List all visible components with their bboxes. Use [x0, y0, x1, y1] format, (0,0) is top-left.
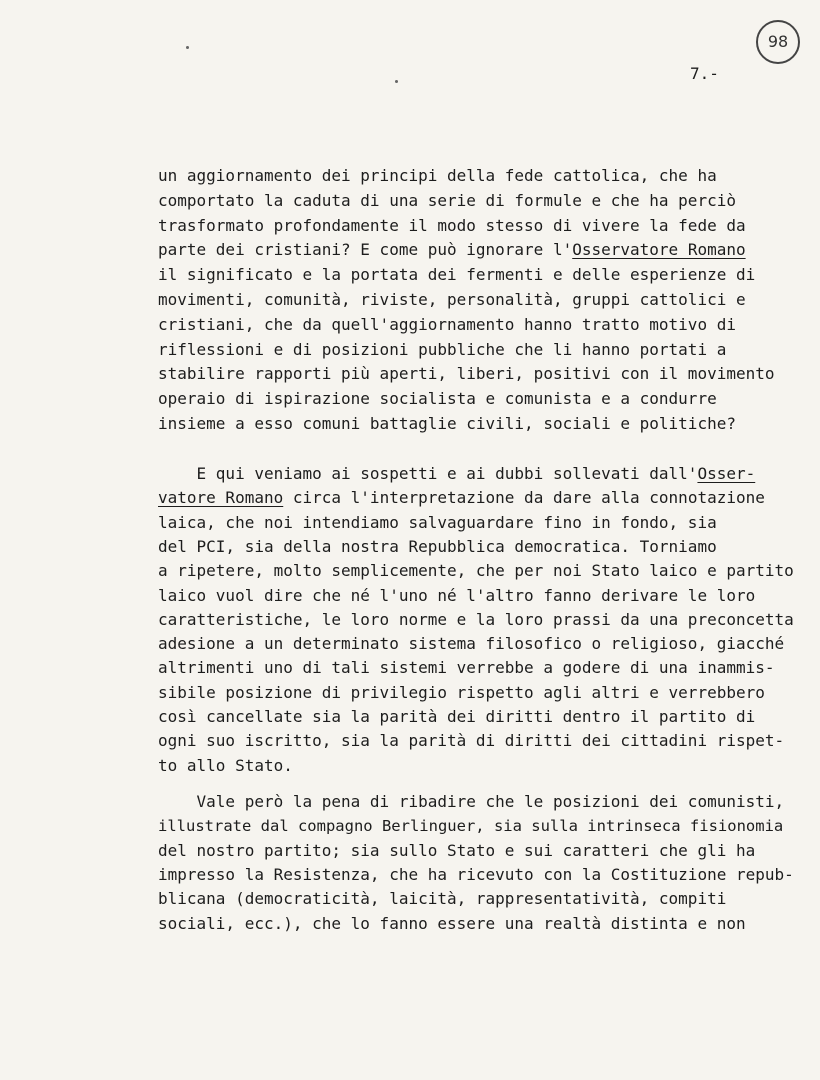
archive-stamp: 98 — [756, 20, 800, 64]
text-segment: sociali, ecc.), che lo fanno essere una realtà distinta e non — [158, 913, 746, 933]
underlined-title: vatore Romano — [158, 488, 284, 508]
text-line — [158, 792, 784, 812]
scan-speck — [395, 80, 398, 83]
text-line — [158, 816, 783, 836]
text-line — [158, 191, 736, 211]
text-line — [158, 889, 726, 909]
text-segment: parte dei cristiani? E come può ignorare l' — [158, 240, 573, 260]
text-segment: così cancellate sia la parità dei diritti dentro il partito di — [158, 707, 756, 726]
text-segment: adesione a un determinato sistema filosofico o religioso, giacché — [158, 634, 785, 654]
text-segment: cristiani, che da quell'aggiornamento hanno tratto motivo di — [158, 314, 736, 334]
text-segment: insieme a esso comuni battaglie civili, sociali e politiche? — [158, 414, 736, 433]
page-number: 7.- — [690, 64, 719, 83]
text-segment: impresso la Resistenza, che ha ricevuto con la Costituzione repub- — [158, 864, 794, 884]
text-line — [158, 561, 794, 581]
text-line — [158, 488, 765, 508]
text-line — [158, 537, 717, 557]
text-segment: illustrate dal compagno Berlinguer, sia sulla intrinseca fisionomia — [158, 817, 784, 836]
text-line — [158, 290, 746, 310]
text-line — [158, 166, 717, 186]
text-segment: trasformato profondamente il modo stesso di vivere la fede da — [158, 215, 746, 235]
text-segment: stabilire rapporti più aperti, liberi, positivi con il movimento — [158, 364, 775, 384]
text-segment: Vale però la pena di ribadire che le posizioni dei comunisti, — [158, 792, 785, 811]
text-segment: operaio di ispirazione socialista e comunista e a condurre — [158, 389, 717, 409]
text-line — [158, 464, 755, 484]
text-line — [158, 315, 736, 335]
text-line — [158, 364, 775, 384]
text-line — [158, 914, 746, 934]
text-line — [158, 658, 775, 678]
text-line — [158, 216, 746, 236]
text-line — [158, 240, 746, 260]
text-segment: caratteristiche, le loro norme e la loro prassi da una preconcetta — [158, 609, 794, 629]
text-segment: E qui veniamo ai sospetti e ai dubbi sollevati dall' — [158, 464, 698, 483]
text-line — [158, 865, 794, 885]
text-line — [158, 610, 794, 630]
text-segment: movimenti, comunità, riviste, personalità, gruppi cattolici e — [158, 290, 746, 309]
text-segment: laico vuol dire che né l'uno né l'altro fanno derivare le loro — [158, 585, 756, 605]
text-segment: del PCI, sia della nostra Repubblica democratica. Torniamo — [158, 536, 717, 556]
text-line — [158, 756, 293, 776]
underlined-title: Osser- — [697, 464, 756, 483]
text-segment: un aggiornamento dei principi della fede cattolica, che ha — [158, 166, 717, 185]
text-line — [158, 634, 784, 654]
text-line — [158, 414, 736, 434]
underlined-title: Osservatore Romano — [572, 240, 746, 260]
text-segment: comportato la caduta di una serie di formule e che ha perciò — [158, 190, 736, 210]
text-segment: del nostro partito; sia sullo Stato e sui caratteri che gli ha — [158, 840, 756, 860]
text-line — [158, 340, 726, 360]
text-segment: circa l'interpretazione da dare alla connotazione — [283, 488, 765, 508]
text-line — [158, 683, 765, 703]
text-segment: sibile posizione di privilegio rispetto agli altri e verrebbero — [158, 682, 765, 702]
text-segment: il significato e la portata dei fermenti e delle esperienze di — [158, 265, 756, 285]
text-line — [158, 513, 717, 533]
text-line — [158, 707, 755, 727]
text-line — [158, 265, 755, 285]
text-segment: altrimenti uno di tali sistemi verrebbe a godere di una inammis- — [158, 658, 775, 678]
text-segment: laica, che noi intendiamo salvaguardare fino in fondo, sia — [158, 512, 717, 532]
scan-speck — [186, 46, 189, 49]
text-line — [158, 841, 755, 861]
text-segment: ogni suo iscritto, sia la parità di diritti dei cittadini rispet- — [158, 731, 785, 751]
text-segment: blicana (democraticità, laicità, rappresentatività, compiti — [158, 889, 727, 909]
text-segment: a ripetere, molto semplicemente, che per noi Stato laico e partito — [158, 561, 794, 581]
text-line — [158, 731, 784, 751]
text-line — [158, 389, 717, 409]
text-segment: riflessioni e di posizioni pubbliche che li hanno portati a — [158, 339, 727, 359]
text-line — [158, 586, 755, 606]
text-segment: to allo Stato. — [158, 755, 293, 775]
